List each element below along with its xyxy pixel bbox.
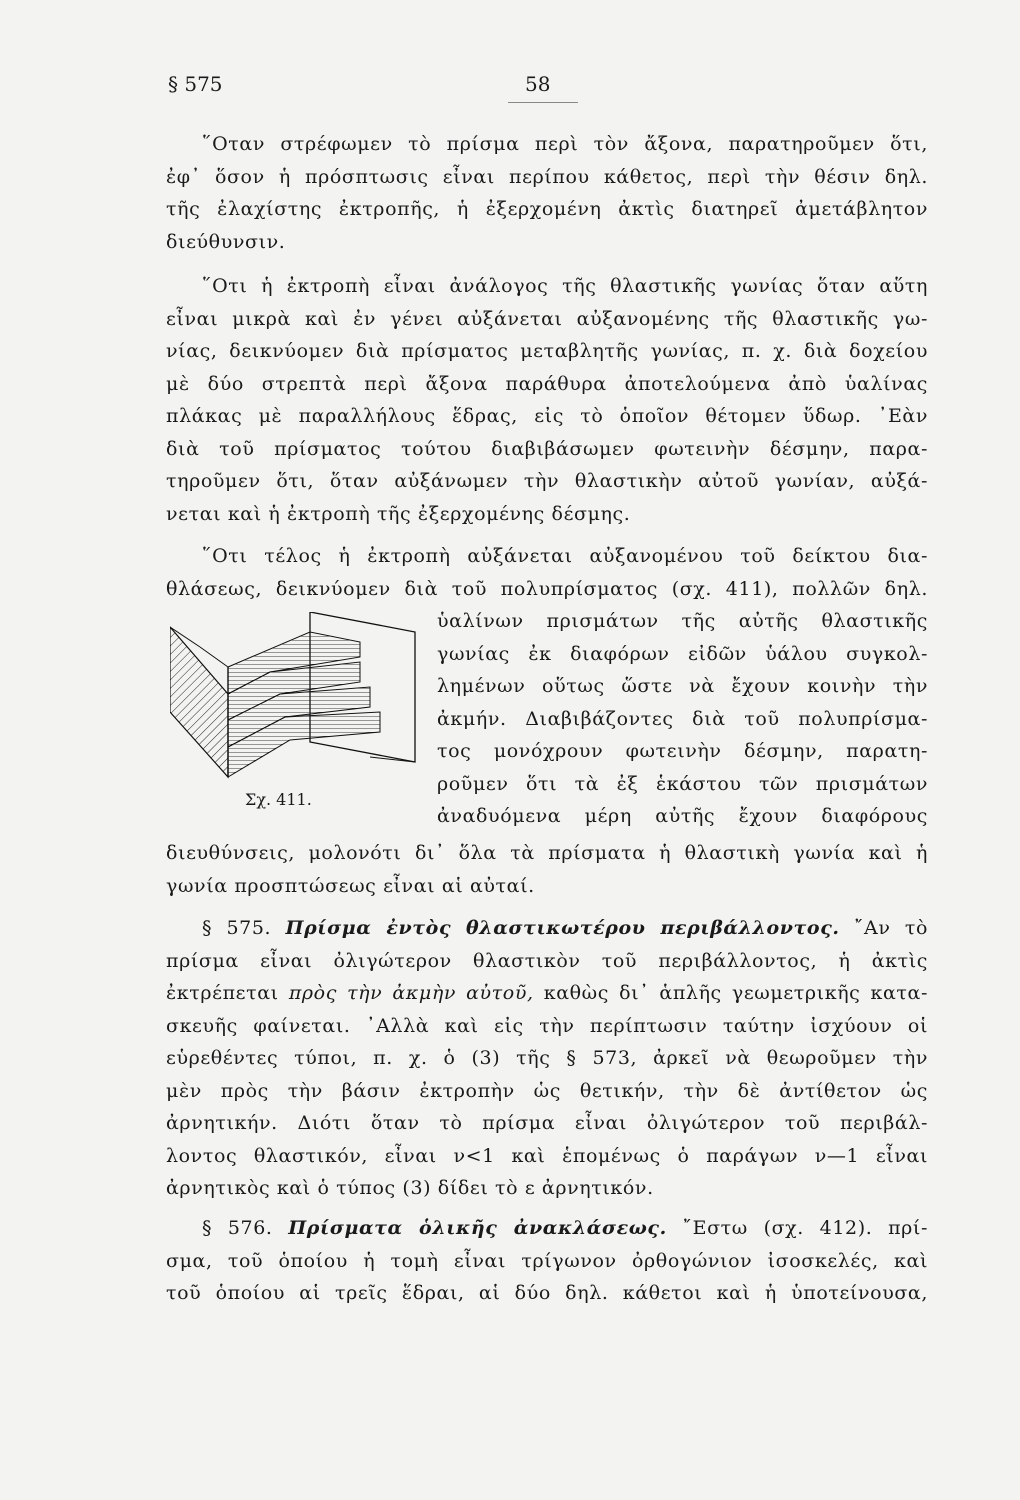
page-header xyxy=(168,72,928,108)
text-line: λημένων οὕτως ὥστε νὰ ἔχουν κοινὴν τὴν xyxy=(437,675,928,697)
paragraph-rotation xyxy=(166,128,928,258)
text-fragment: ῎Αν τὸ xyxy=(853,917,928,939)
text-line: ροῦμεν ὅτι τὰ ἐξ ἑκάστου τῶν πρισμάτων xyxy=(437,772,928,795)
text-line xyxy=(166,977,928,1010)
edge-line xyxy=(200,647,228,667)
text-line: εὑρεθέντες τύποι, π. χ. ὁ (3) τῆς § 573, ἀρκεῖ νὰ θεωροῦμεν τὴν xyxy=(166,1047,928,1069)
figure-caption: Σχ. 411. xyxy=(245,790,312,809)
text-line: ῞Οταν στρέφωμεν τὸ πρίσμα περὶ τὸν ἄξονα, παρατηροῦμεν ὅτι, xyxy=(202,133,928,155)
section-title: Πρίσματα ὁλικῆς ἀνακλάσεως. xyxy=(288,1217,667,1239)
text-line: ἀρνητικήν. Διότι ὅταν τὸ πρίσμα εἶναι ὀλιγώτερον τοῦ περιβάλ- xyxy=(166,1112,928,1134)
text-line: ἀκμήν. Διαβιβάζοντες διὰ τοῦ πολυπρίσμα- xyxy=(437,707,928,730)
text-line: τηροῦμεν ὅτι, ὅταν αὐξάνωμεν τὴν θλαστικὴν αὐτοῦ γωνίαν, αὐξά- xyxy=(166,470,928,492)
text-line: εἶναι μικρὰ καὶ ἐν γένει αὐξάνεται αὐξανομένης τῆς θλαστικῆς γω- xyxy=(166,307,928,330)
text-line: γωνία προσπτώσεως εἶναι αἱ αὐταί. xyxy=(166,874,535,897)
text-line: πλάκας μὲ παραλλήλους ἕδρας, εἰς τὸ ὁποῖον θέτομεν ὕδωρ. ᾿Εὰν xyxy=(166,405,928,427)
text-line: διεύθυνσιν. xyxy=(166,230,286,253)
page-number: 58 xyxy=(525,72,551,96)
text-line: διὰ τοῦ πρίσματος τούτου διαβιβάσωμεν φωτεινὴν δέσμην, παρα- xyxy=(166,437,928,460)
section-heading-line xyxy=(166,1212,928,1245)
text-line: θλάσεως, δεικνύομεν διὰ τοῦ πολυπρίσματος (σχ. 411), πολλῶν δηλ. xyxy=(166,577,928,600)
text-line: ἀρνητικὸς καὶ ὁ τύπος (3) δίδει τὸ ε ἀρνητικόν. xyxy=(166,1177,654,1199)
text-line: ὑαλίνων πρισμάτων τῆς αὐτῆς θλαστικῆς xyxy=(437,610,928,632)
text-line: τος μονόχρουν φωτεινὴν δέσμην, παρατη- xyxy=(437,740,928,762)
text-line: σμα, τοῦ ὁποίου ἡ τομὴ εἶναι τρίγωνον ὀρθογώνιον ἰσοσκελές, καὶ xyxy=(166,1249,928,1272)
text-line: λοντος θλαστικόν, εἶναι ν<1 καὶ ἑπομένως ὁ παράγων ν—1 εἶναι xyxy=(166,1144,928,1167)
text-line: ἐφ᾽ ὅσον ἡ πρόσπτωσις εἶναι περίπου κάθετος, περὶ τὴν θέσιν δηλ. xyxy=(166,165,928,188)
text-line: μὲν πρὸς τὴν βάσιν ἐκτροπὴν ὡς θετικήν, τὴν δὲ ἀντίθετον ὡς xyxy=(166,1079,928,1102)
text-line: γωνίας ἐκ διαφόρων εἰδῶν ὑάλου συγκολ- xyxy=(437,642,928,665)
prism-face-left xyxy=(170,627,228,777)
text-line: ῞Οτι τέλος ἡ ἐκτροπὴ αὐξάνεται αὐξανομένου τοῦ δείκτου δια- xyxy=(202,545,928,567)
text-line: πρίσμα εἶναι ὀλιγώτερον θλαστικὸν τοῦ περιβάλλοντος, ἡ ἀκτὶς xyxy=(166,949,928,972)
paragraph-refractive-index xyxy=(166,540,928,605)
text-line: τῆς ἐλαχίστης ἐκτροπῆς, ἡ ἐξερχομένη ἀκτὶς διατηρεῖ ἀμετάβλητον xyxy=(166,198,928,220)
text-line: νεται καὶ ἡ ἐκτροπὴ τῆς ἐξερχομένης δέσμης. xyxy=(166,502,631,525)
section-heading-line xyxy=(166,912,928,945)
polyprism-figure xyxy=(170,612,420,792)
text-line: ῞Οτι ἡ ἐκτροπὴ εἶναι ἀνάλογος τῆς θλαστικῆς γωνίας ὅταν αὕτη xyxy=(202,275,928,297)
figure-wrap-text xyxy=(437,605,928,833)
text-line: νίας, δεικνύομεν διὰ πρίσματος μεταβλητῆς γωνίας, π. χ. διὰ δοχείου xyxy=(166,340,928,362)
section-number: § 576. xyxy=(202,1217,273,1239)
section-marker: § 575 xyxy=(168,72,223,96)
section-number: § 575. xyxy=(202,917,272,939)
header-rule xyxy=(508,102,578,103)
paragraph-deviation-angle xyxy=(166,270,928,530)
text-fragment: ῎Εστω (σχ. 412). πρί- xyxy=(682,1217,928,1239)
text-fragment: καθὼς δι᾽ ἁπλῆς γεωμετρικῆς κατα- xyxy=(543,982,928,1004)
text-line: μὲ δύο στρεπτὰ περὶ ἄξονα παράθυρα ἀποτελούμενα ἀπὸ ὑαλίνας xyxy=(166,372,928,395)
section-576 xyxy=(166,1212,928,1310)
italic-fragment: πρὸς τὴν ἀκμὴν αὐτοῦ, xyxy=(288,982,534,1004)
paragraph-refractive-index-end xyxy=(166,837,928,902)
section-title: Πρίσμα ἐντὸς θλαστικωτέρου περιβάλλοντος. xyxy=(285,917,840,939)
text-fragment: ἐκτρέπεται xyxy=(166,982,279,1004)
text-line: τοῦ ὁποίου αἱ τρεῖς ἕδραι, αἱ δύο δηλ. κάθετοι καὶ ἡ ὑποτείνουσα, xyxy=(166,1282,928,1304)
text-line: διευθύνσεις, μολονότι δι᾽ ὅλα τὰ πρίσματα ἡ θλαστικὴ γωνία καὶ ἡ xyxy=(166,842,928,864)
section-575 xyxy=(166,912,928,1205)
text-line: ἀναδυόμενα μέρη αὐτῆς ἔχουν διαφόρους xyxy=(437,805,928,827)
text-line: σκευῆς φαίνεται. ᾿Αλλὰ καὶ εἰς τὴν περίπτωσιν ταύτην ἰσχύουν οἱ xyxy=(166,1014,928,1037)
